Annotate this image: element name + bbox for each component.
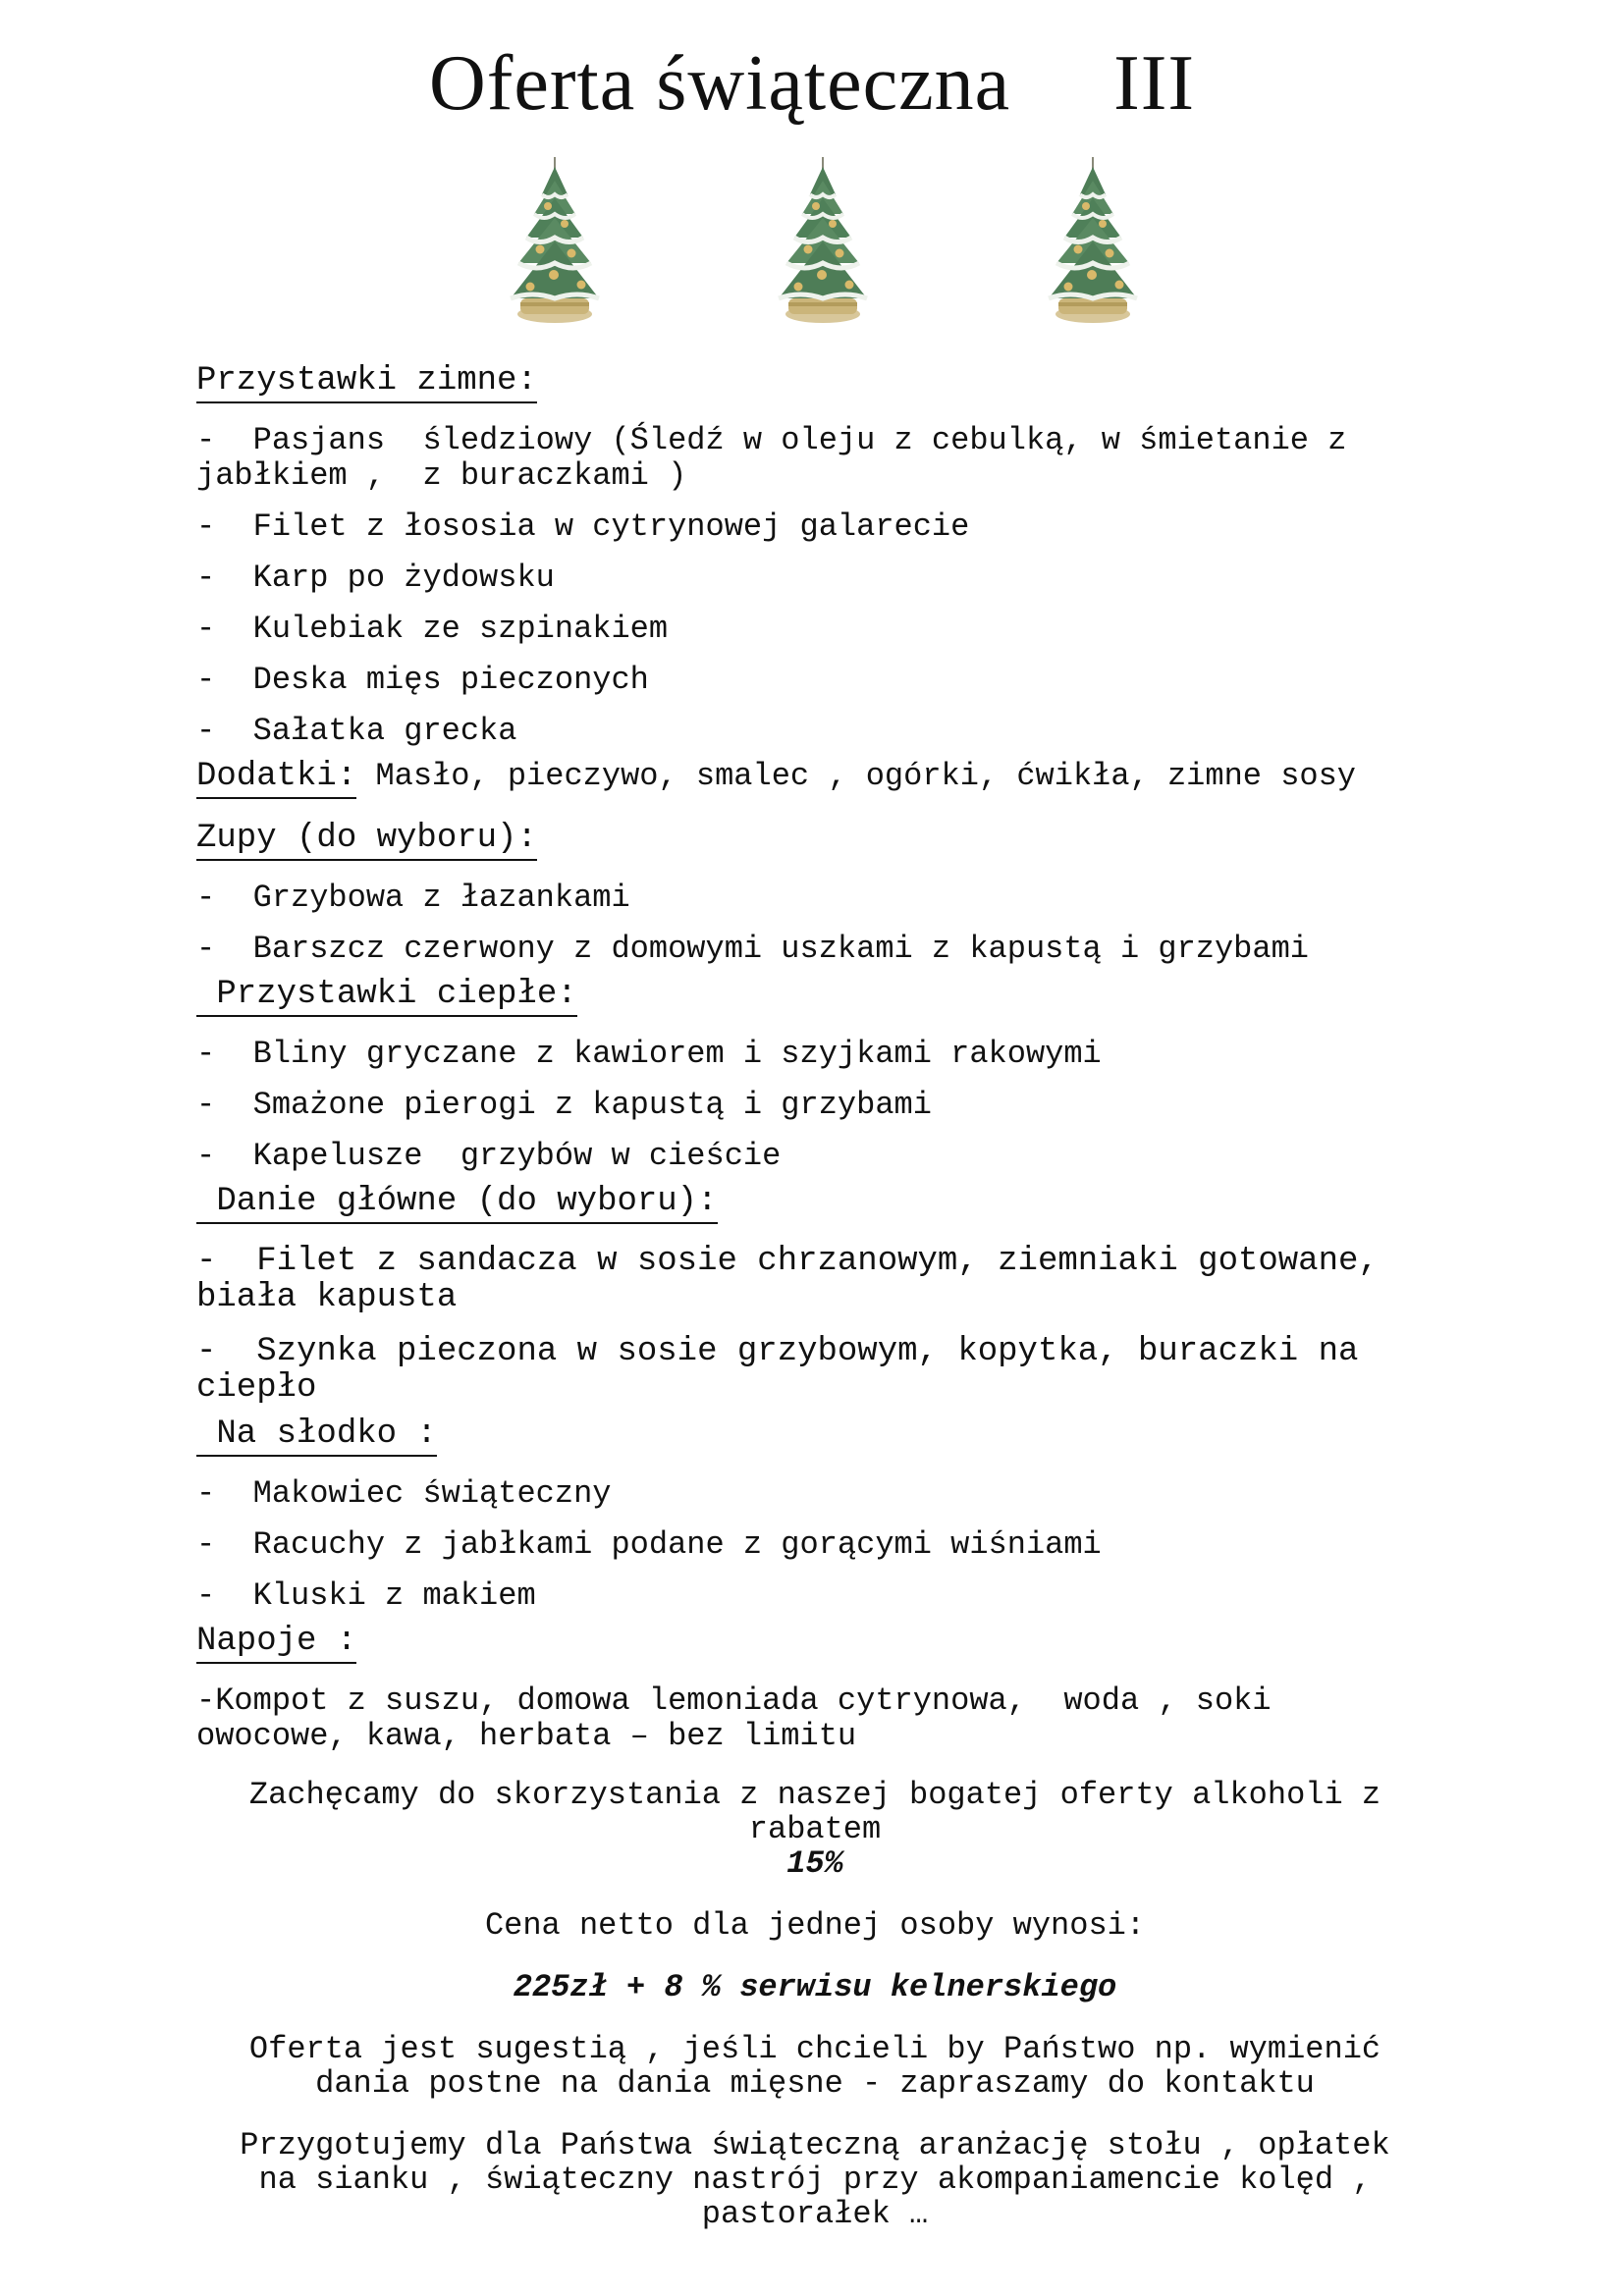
section-cold-starters bbox=[196, 361, 1434, 749]
section-heading: Dodatki: bbox=[196, 757, 356, 799]
menu-item: - Karp po żydowsku bbox=[196, 560, 555, 596]
section-hot-starters bbox=[196, 975, 1434, 1174]
alcohol-offer bbox=[196, 1778, 1434, 1881]
alcohol-offer-text: Zachęcamy do skorzystania z naszej bogatej oferty alkoholi z rabatem bbox=[248, 1777, 1381, 1847]
menu-item: - Barszcz czerwony z domowymi uszkami z kapustą i grzybami bbox=[196, 931, 1309, 967]
menu-item: - Pasjans śledziowy (Śledź w oleju z cebulką, w śmietanie z jabłkiem , z buraczkami ) bbox=[196, 422, 1366, 494]
menu-item: - Filet z sandacza w sosie chrzanowym, ziemniaki gotowane, biała kapusta bbox=[196, 1243, 1399, 1316]
menu-item: - Smażone pierogi z kapustą i grzybami bbox=[196, 1087, 932, 1123]
christmas-tree-icon bbox=[491, 155, 619, 327]
decoration-row bbox=[0, 155, 1624, 327]
arrangement-text: Przygotujemy dla Państwa świąteczną aranżację stołu , opłatek na sianku , świąteczny nastrój przy akompaniamencie kolęd , pastorałek … bbox=[240, 2127, 1390, 2232]
menu-item: - Szynka pieczona w sosie grzybowym, kopytka, buraczki na ciepło bbox=[196, 1333, 1379, 1407]
section-heading: Danie główne (do wyboru): bbox=[196, 1182, 718, 1224]
price-label: Cena netto dla jednej osoby wynosi: bbox=[484, 1907, 1146, 1944]
menu-item: - Sałatka grecka bbox=[196, 713, 517, 749]
menu-item: - Deska mięs pieczonych bbox=[196, 662, 649, 698]
section-drinks bbox=[196, 1622, 1434, 1754]
menu-item: - Makowiec świąteczny bbox=[196, 1475, 612, 1512]
section-soups bbox=[196, 819, 1434, 967]
alcohol-discount: 15% bbox=[786, 1845, 843, 1882]
menu-item: - Kapelusze grzybów w cieście bbox=[196, 1138, 782, 1174]
section-main-course bbox=[196, 1182, 1434, 1407]
menu-content bbox=[196, 361, 1434, 2259]
section-dessert bbox=[196, 1415, 1434, 1614]
drinks-text: -Kompot z suszu, domowa lemoniada cytrynowa, woda , soki owocowe, kawa, herbata – bez limitu bbox=[196, 1682, 1290, 1754]
section-heading: Na słodko : bbox=[196, 1415, 437, 1457]
price-value: 225zł + 8 % serwisu kelnerskiego bbox=[513, 1969, 1117, 2005]
christmas-tree-icon bbox=[759, 155, 887, 327]
menu-item: - Grzybowa z łazankami bbox=[196, 880, 630, 916]
menu-item: - Filet z łososia w cytrynowej galarecie bbox=[196, 508, 970, 545]
offer-footer bbox=[196, 1778, 1434, 2231]
menu-item: - Kluski z makiem bbox=[196, 1577, 536, 1614]
addons-text: Masło, pieczywo, smalec , ogórki, ćwikła, zimne sosy bbox=[356, 758, 1356, 794]
page-title: Oferta świąteczna III bbox=[428, 40, 1196, 127]
christmas-tree-icon bbox=[1029, 155, 1157, 327]
section-addons bbox=[196, 757, 1434, 799]
section-heading: Zupy (do wyboru): bbox=[196, 819, 537, 861]
menu-item: - Kulebiak ze szpinakiem bbox=[196, 611, 669, 647]
section-heading: Napoje : bbox=[196, 1622, 356, 1664]
section-heading: Przystawki ciepłe: bbox=[196, 975, 577, 1017]
section-heading: Przystawki zimne: bbox=[196, 361, 537, 403]
menu-item: - Racuchy z jabłkami podane z gorącymi wiśniami bbox=[196, 1526, 1102, 1563]
suggestion-text: Oferta jest sugestią , jeśli chcieli by Państwo np. wymienić dania postne na dania mięsne - zapraszamy do kontaktu bbox=[248, 2031, 1381, 2102]
menu-item: - Bliny gryczane z kawiorem i szyjkami rakowymi bbox=[196, 1036, 1102, 1072]
